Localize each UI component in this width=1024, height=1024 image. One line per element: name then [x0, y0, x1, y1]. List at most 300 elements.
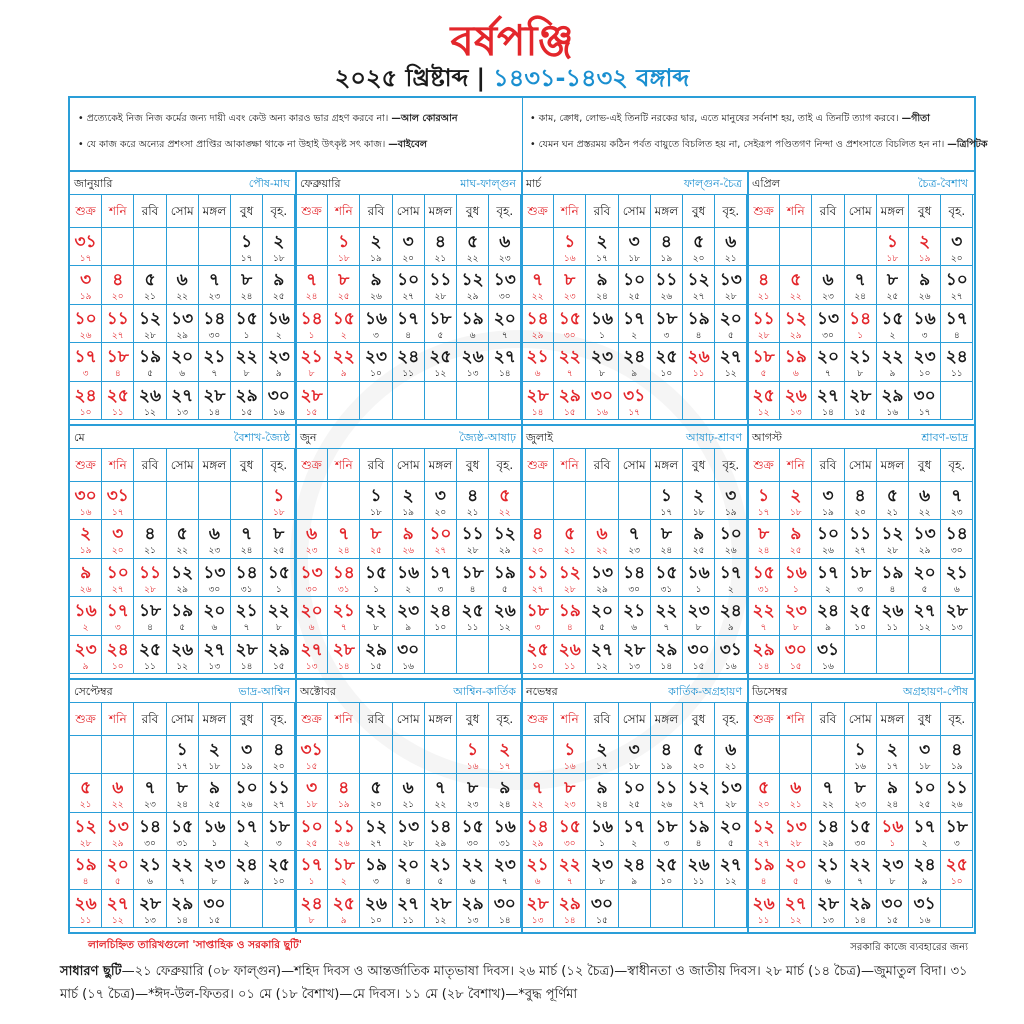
day-cell: [134, 382, 166, 420]
day-number: ২৩: [364, 347, 388, 368]
bengali-date: ৪: [760, 877, 767, 888]
day-number: ২০: [913, 562, 936, 583]
day-cell: [263, 382, 295, 420]
month-header: [70, 424, 296, 449]
quote-item: • কাম, ক্রোধ, লোভ-এই তিনটি নরকের দ্বার, এতে মানুষের সর্বনাশ হয়, তাই এ তিনটি ত্যাগ করবে। —গীতা: [530, 113, 930, 124]
month-block: [748, 678, 974, 932]
day-cell: [199, 636, 231, 674]
day-number: ১৬: [493, 816, 516, 837]
day-cell: [651, 851, 683, 889]
empty-cell: [393, 382, 425, 420]
weekday-header: সোম: [167, 702, 199, 736]
bengali-date: ২৪: [240, 546, 253, 557]
day-number: ৮: [467, 778, 479, 799]
day-cell: [167, 736, 199, 774]
bengali-date: ৮: [275, 623, 282, 634]
bengali-date: ১৪: [176, 915, 189, 926]
bengali-date: ৯: [243, 877, 250, 888]
day-cell: [457, 343, 489, 381]
empty-cell: [457, 636, 489, 674]
day-cell: [877, 559, 909, 597]
bengali-date: ১২: [176, 661, 189, 672]
bengali-date: ২৭: [531, 584, 544, 595]
day-number: ৮: [854, 778, 866, 799]
bengali-date: ২: [275, 330, 282, 341]
day-cell: [554, 890, 586, 928]
bengali-date: ৯: [631, 877, 638, 888]
day-cell: [909, 597, 941, 635]
day-cell: [715, 559, 747, 597]
bengali-date: ২৫: [918, 800, 931, 811]
day-number: ১৭: [300, 855, 323, 876]
day-cell: [812, 636, 844, 674]
column-separator: [747, 170, 749, 932]
empty-cell: [199, 482, 231, 520]
day-cell: [231, 266, 263, 304]
day-number: ১৩: [784, 816, 807, 837]
bengali-date: ৬: [953, 584, 960, 595]
weekday-header: মঙ্গল: [877, 702, 909, 736]
day-cell: [199, 774, 231, 812]
bengali-date: ২৮: [402, 838, 415, 849]
day-number: ২৮: [526, 385, 549, 406]
day-number: ১০: [945, 270, 968, 291]
day-cell: [263, 559, 295, 597]
bengali-date: ৩০: [498, 292, 511, 303]
day-number: ১৫: [332, 308, 355, 329]
weekday-header: রবি: [134, 702, 166, 736]
day-cell: [651, 813, 683, 851]
bengali-date: ৬: [469, 877, 476, 888]
bengali-date: ৮: [599, 369, 605, 380]
day-cell: [393, 559, 425, 597]
bengali-date: ১৪: [531, 407, 544, 418]
day-cell: [425, 520, 457, 558]
day-cell: [425, 343, 457, 381]
day-cell: [651, 266, 683, 304]
day-cell: [296, 774, 328, 812]
bengali-date: ১০: [272, 877, 285, 888]
bengali-date: ১৬: [886, 407, 899, 418]
bengali-date: ১৩: [466, 369, 479, 380]
day-cell: [393, 520, 425, 558]
day-number: ১১: [945, 778, 968, 799]
weekday-header: শুক্র: [296, 702, 328, 736]
bengali-date: ২৩: [628, 546, 641, 557]
day-cell: [134, 890, 166, 928]
day-number: ২৫: [752, 385, 775, 406]
day-number: ৭: [628, 524, 640, 545]
day-number: ৫: [80, 778, 92, 799]
bengali-date: ৩০: [950, 546, 963, 557]
empty-cell: [328, 482, 360, 520]
day-number: ২২: [267, 601, 290, 622]
day-number: ১০: [397, 270, 420, 291]
day-number: ৪: [758, 270, 770, 291]
day-cell: [296, 597, 328, 635]
bengali-date: ২৭: [692, 800, 705, 811]
month-name: এপ্রিল: [752, 177, 780, 190]
bengali-date: ১৫: [240, 407, 253, 418]
day-number: ১৯: [558, 601, 581, 622]
weekday-header: বুধ: [909, 448, 941, 482]
empty-cell: [941, 890, 973, 928]
bengali-date: ১২: [434, 369, 447, 380]
empty-cell: [909, 636, 941, 674]
bengali-month-range: কার্তিক-অগ্রহায়ণ: [668, 685, 742, 698]
day-number: ১৬: [203, 816, 226, 837]
day-cell: [845, 813, 877, 851]
month-block: [296, 170, 522, 424]
day-number: ১৮: [138, 601, 162, 622]
day-cell: [296, 382, 328, 420]
day-cell: [231, 559, 263, 597]
empty-cell: [489, 382, 521, 420]
empty-cell: [780, 736, 812, 774]
day-number: ১৫: [752, 562, 775, 583]
bengali-date: ২৫: [628, 292, 641, 303]
day-number: ২৪: [235, 855, 258, 876]
bengali-date: ৭: [663, 623, 670, 634]
day-number: ২৬: [881, 601, 904, 622]
day-number: ১৫: [235, 308, 258, 329]
day-number: ১২: [687, 270, 710, 291]
day-number: ১৪: [526, 308, 549, 329]
day-number: ৩১: [623, 385, 646, 406]
day-number: ২০: [203, 601, 226, 622]
day-number: ৬: [790, 778, 802, 799]
bengali-date: ৬: [469, 330, 476, 341]
month-header: [522, 678, 748, 703]
bengali-date: ১৪: [498, 369, 511, 380]
day-cell: [812, 382, 844, 420]
bengali-date: ১২: [724, 369, 737, 380]
bengali-date: ২২: [176, 292, 189, 303]
bengali-date: ৯: [631, 369, 638, 380]
bengali-date: ১৪: [822, 407, 834, 418]
bengali-date: ২৯: [176, 584, 189, 595]
bengali-date: ১: [275, 584, 282, 595]
day-number: ১৫: [267, 562, 290, 583]
bengali-month-range: বৈশাখ-জ্যৈষ্ঠ: [233, 431, 290, 444]
day-cell: [586, 382, 618, 420]
day-cell: [941, 597, 973, 635]
bengali-date: ৭: [340, 623, 347, 634]
bengali-date: ২৫: [272, 292, 285, 303]
column-separator: [521, 170, 523, 932]
bengali-date: ৪: [695, 330, 702, 341]
bengali-date: ১০: [531, 661, 544, 672]
bengali-date: ১৬: [563, 762, 576, 772]
day-cell: [199, 851, 231, 889]
day-cell: [651, 482, 683, 520]
day-cell: [619, 343, 651, 381]
month-header: [70, 170, 296, 195]
day-number: ২৫: [849, 601, 872, 622]
day-number: ২৬: [493, 601, 516, 622]
bengali-date: ২৮: [144, 330, 156, 341]
day-number: ১৭: [429, 562, 452, 583]
bengali-date: ৮: [373, 623, 379, 634]
day-number: ১৮: [526, 601, 549, 622]
day-cell: [554, 597, 586, 635]
day-cell: [425, 228, 457, 266]
day-number: ২৪: [719, 601, 742, 622]
year-subtitle: [0, 60, 1024, 100]
day-cell: [457, 305, 489, 343]
day-number: ১২: [493, 524, 516, 545]
empty-cell: [619, 482, 651, 520]
day-number: ২০: [171, 347, 194, 368]
empty-cell: [845, 636, 877, 674]
day-number: ৮: [660, 524, 672, 545]
day-cell: [651, 774, 683, 812]
day-cell: [134, 266, 166, 304]
day-number: ৮: [564, 778, 576, 799]
day-cell: [489, 266, 521, 304]
bengali-date: ১৯: [660, 762, 673, 772]
month-block: [70, 678, 296, 932]
bengali-date: ১০: [111, 661, 124, 672]
day-number: ২৮: [235, 639, 258, 660]
day-cell: [425, 266, 457, 304]
month-name: জুন: [300, 431, 317, 444]
day-number: ১৭: [816, 562, 840, 583]
day-cell: [296, 343, 328, 381]
bengali-date: ৬: [631, 623, 638, 634]
bengali-date: ৫: [437, 877, 444, 888]
day-cell: [167, 266, 199, 304]
empty-cell: [812, 736, 844, 774]
day-number: ২২: [881, 347, 904, 368]
bengali-date: ১৬: [854, 762, 867, 772]
day-number: ১৯: [138, 347, 162, 368]
bengali-date: ১: [308, 330, 315, 341]
weekday-header: শুক্র: [296, 448, 328, 482]
day-number: ৭: [144, 778, 156, 799]
day-cell: [845, 520, 877, 558]
day-number: ১৯: [74, 855, 97, 876]
day-cell: [845, 266, 877, 304]
day-cell: [393, 890, 425, 928]
day-cell: [489, 520, 521, 558]
day-cell: [102, 774, 134, 812]
day-number: ১৮: [106, 347, 129, 368]
day-cell: [715, 813, 747, 851]
day-cell: [328, 636, 360, 674]
day-cell: [263, 343, 295, 381]
bengali-date: ২৪: [596, 800, 608, 811]
empty-cell: [619, 890, 651, 928]
day-cell: [328, 890, 360, 928]
day-cell: [780, 266, 812, 304]
day-number: ১৪: [138, 816, 162, 837]
bengali-month-range: পৌষ-মাঘ: [248, 177, 290, 190]
day-number: ২৭: [590, 639, 614, 660]
bengali-date: ২: [727, 584, 734, 595]
day-number: ১৮: [655, 816, 678, 837]
bengali-date: ১৪: [757, 661, 770, 672]
day-cell: [877, 813, 909, 851]
day-cell: [231, 597, 263, 635]
day-cell: [877, 482, 909, 520]
day-cell: [651, 228, 683, 266]
day-cell: [296, 736, 328, 774]
bengali-date: ২৬: [660, 800, 673, 811]
day-number: ১: [564, 232, 576, 252]
day-cell: [457, 559, 489, 597]
day-number: ১১: [655, 270, 678, 291]
day-number: ১১: [461, 524, 484, 545]
day-cell: [941, 520, 973, 558]
day-number: ১৬: [590, 308, 614, 329]
day-number: ৫: [467, 232, 479, 252]
bengali-date: ৪: [147, 623, 153, 634]
weekday-header: শুক্র: [70, 448, 102, 482]
day-cell: [70, 851, 102, 889]
quotes-right: [522, 98, 988, 170]
day-number: ২৯: [461, 893, 484, 914]
bengali-date: ১৮: [628, 254, 641, 264]
day-number: ১৩: [203, 562, 226, 583]
bengali-date: ৬: [534, 877, 541, 888]
day-number: ২৩: [203, 855, 226, 876]
bengali-date: ২৫: [628, 800, 641, 811]
bengali-date: ২৩: [498, 254, 511, 264]
bengali-date: ২৯: [531, 330, 544, 341]
empty-cell: [651, 890, 683, 928]
day-number: ১৭: [397, 308, 420, 329]
day-number: ২: [596, 232, 608, 252]
day-cell: [909, 266, 941, 304]
day-cell: [522, 266, 554, 304]
weekday-header: বুধ: [683, 702, 715, 736]
bengali-date: ১৮: [208, 762, 221, 772]
month-name: মার্চ: [526, 177, 542, 190]
day-number: ২৪: [429, 601, 452, 622]
bengali-date: ১৬: [563, 254, 576, 264]
weekday-header: মঙ্গল: [425, 448, 457, 482]
day-cell: [554, 305, 586, 343]
bengali-date: ৯: [340, 915, 347, 926]
weekday-header: রবি: [586, 702, 618, 736]
day-cell: [586, 559, 618, 597]
empty-cell: [748, 736, 780, 774]
day-cell: [586, 636, 618, 674]
weekday-header: সোম: [619, 448, 651, 482]
bengali-date: ১৭: [757, 508, 770, 518]
weekday-header: বৃহ.: [489, 448, 521, 482]
day-cell: [586, 813, 618, 851]
day-number: ২৬: [364, 893, 388, 914]
day-number: ৫: [144, 270, 156, 291]
day-cell: [199, 382, 231, 420]
day-number: ৭: [822, 778, 834, 799]
day-cell: [522, 520, 554, 558]
weekday-header: সোম: [393, 194, 425, 228]
day-number: ২৮: [332, 639, 355, 660]
empty-cell: [715, 382, 747, 420]
bengali-date: ২১: [144, 292, 156, 303]
month-name: মে: [74, 431, 85, 444]
weekday-header: মঙ্গল: [425, 194, 457, 228]
day-cell: [457, 266, 489, 304]
day-cell: [134, 597, 166, 635]
day-cell: [360, 266, 392, 304]
day-number: ১২: [784, 308, 807, 329]
day-cell: [845, 305, 877, 343]
month-block: [748, 424, 974, 678]
day-number: ৮: [176, 778, 188, 799]
day-number: ২১: [203, 347, 226, 368]
bengali-date: ২০: [402, 254, 415, 264]
day-cell: [296, 305, 328, 343]
day-number: ১৬: [397, 562, 420, 583]
day-cell: [134, 305, 166, 343]
weekday-header: বুধ: [909, 702, 941, 736]
day-number: ১: [370, 486, 382, 506]
day-number: ১৯: [881, 562, 904, 583]
day-number: ২২: [558, 855, 581, 876]
day-number: ২১: [849, 347, 872, 368]
bengali-date: ৭: [211, 369, 218, 380]
bengali-date: ১৭: [79, 254, 92, 264]
day-number: ২৫: [655, 855, 678, 876]
day-number: ৭: [434, 778, 446, 799]
bengali-date: ৩০: [563, 838, 576, 849]
day-number: ৪: [660, 232, 672, 252]
day-cell: [845, 482, 877, 520]
day-number: ৩০: [590, 385, 614, 406]
weekday-header: শনি: [554, 448, 586, 482]
month-name: ডিসেম্বর: [752, 685, 788, 698]
empty-cell: [134, 736, 166, 774]
bengali-date: ৫: [727, 838, 734, 849]
day-number: ৩০: [687, 639, 710, 660]
day-cell: [263, 597, 295, 635]
day-cell: [102, 890, 134, 928]
day-cell: [231, 305, 263, 343]
bengali-date: ৩১: [337, 584, 350, 595]
bengali-date: ১৯: [79, 546, 92, 557]
bengali-date: ৮: [308, 915, 315, 926]
empty-cell: [651, 382, 683, 420]
bengali-date: ২: [340, 877, 347, 888]
day-number: ২১: [332, 601, 355, 622]
bengali-date: ২৯: [918, 546, 931, 557]
day-number: ৯: [790, 524, 802, 545]
bengali-date: ১৫: [563, 407, 576, 418]
day-number: ২২: [752, 601, 775, 622]
bengali-date: ১৬: [272, 407, 285, 418]
day-number: ২৪: [106, 639, 129, 660]
day-cell: [102, 382, 134, 420]
day-number: ৩: [628, 232, 640, 252]
bengali-date: ৫: [114, 877, 121, 888]
bengali-date: ২২: [466, 254, 479, 264]
day-cell: [328, 813, 360, 851]
day-number: ৩: [919, 740, 931, 760]
bengali-date: ৮: [211, 877, 218, 888]
day-cell: [489, 559, 521, 597]
bengali-date: ৩: [663, 330, 670, 341]
day-cell: [457, 520, 489, 558]
day-number: ৪: [854, 486, 866, 506]
day-number: ২৮: [300, 385, 323, 406]
day-cell: [102, 559, 134, 597]
day-cell: [231, 382, 263, 420]
empty-cell: [522, 736, 554, 774]
